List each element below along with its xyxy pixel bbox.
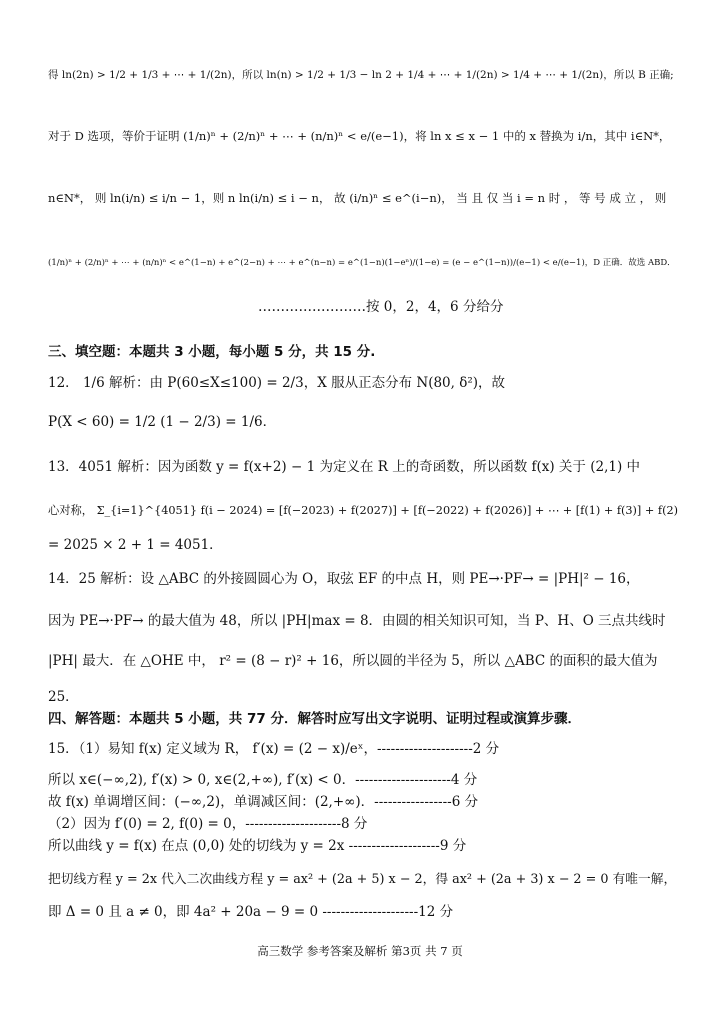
- q13-result: = 2025 × 2 + 1 = 4051．: [48, 537, 223, 553]
- page-footer: 高三数学 参考答案及解析 第3页 共 7 页: [257, 944, 463, 958]
- text-line-4: (1/n)ⁿ + (2/n)ⁿ + ⋯ + (n/n)ⁿ < e^(1−n) + e^(2−n) + ⋯ + e^(n−n) = e^(1−n)(1−eⁿ)/(1−e) = (e − e^(1−n))/(e−1) < e/(e−1)，D 正确．故选 ABD．: [48, 258, 676, 268]
- q12-answer: 12． 1/6 解析：由 P(60≤X≤100) = 2/3，X 服从正态分布 N(80, δ²)，故: [48, 375, 506, 391]
- q13-sum: 心对称， Σ_{i=1}^{4051} f(i − 2024) = [f(−2023) + f(2027)] + [f(−2022) + f(2026)] + ⋯ + [f(1) + f(3)] + f(2): [48, 504, 679, 517]
- q15-part1-line3: 故 f(x) 单调增区间：(−∞,2)，单调减区间：(2,+∞)．-----------------6 分: [48, 794, 479, 810]
- q14-line-2: 因为 PE→·PF→ 的最大值为 48，所以 |PH|max = 8．由圆的相关知识可知，当 P、H、O 三点共线时: [48, 613, 666, 629]
- q15-part1-line2: 所以 x∈(−∞,2), f′(x) > 0, x∈(2,+∞), f′(x) < 0．---------------------4 分: [48, 772, 478, 788]
- q14-line-3: |PH| 最大．在 △OHE 中， r² = (8 − r)² + 16，所以圆的半径为 5，所以 △ABC 的面积的最大值为: [48, 653, 658, 669]
- q12-result: P(X < 60) = 1/2 (1 − 2/3) = 1/6．: [48, 414, 277, 430]
- text-line-3: n∈N*， 则 ln(i/n) ≤ i/n − 1，则 n ln(i/n) ≤ i − n， 故 (i/n)ⁿ ≤ e^(i−n)， 当 且 仅 当 i = n 时 ， 等 号 成 立 ， 则: [48, 191, 667, 205]
- q15-part1-line1: 15．（1）易知 f(x) 定义域为 R， f′(x) = (2 − x)/eˣ，---------------------2 分: [48, 741, 500, 757]
- q15-part2-line4: 即 Δ = 0 且 a ≠ 0，即 4a² + 20a − 9 = 0 ---------------------12 分: [48, 904, 454, 920]
- q15-part2-line1: （2）因为 f′(0) = 2, f(0) = 0，---------------------8 分: [48, 816, 368, 832]
- text-line-1: 得 ln(2n) > 1/2 + 1/3 + ⋯ + 1/(2n)，所以 ln(n) > 1/2 + 1/3 − ln 2 + 1/4 + ⋯ + 1/(2n) > 1/4 + ⋯ + 1/(2n)，所以 B 正确;: [48, 69, 674, 81]
- q15-part2-line3: 把切线方程 y = 2x 代入二次曲线方程 y = ax² + (2a + 5) x − 2，得 ax² + (2a + 3) x − 2 = 0 有唯一解，: [48, 872, 677, 887]
- q14-line-4: 25．: [48, 689, 79, 705]
- q15-part2-line2: 所以曲线 y = f(x) 在点 (0,0) 处的切线为 y = 2x --------------------9 分: [48, 838, 467, 854]
- scoring-note: ……………………按 0，2，4，6 分给分: [258, 299, 504, 315]
- q14-answer: 14．25 解析：设 △ABC 的外接圆圆心为 O，取弦 EF 的中点 H，则 PE→·PF→ = |PH|² − 16，: [48, 571, 640, 587]
- section-heading-fill-in: 三、填空题：本题共 3 小题，每小题 5 分，共 15 分.: [48, 344, 376, 360]
- q13-answer: 13．4051 解析：因为函数 y = f(x+2) − 1 为定义在 R 上的奇函数，所以函数 f(x) 关于 (2,1) 中: [48, 459, 641, 475]
- text-line-2: 对于 D 选项，等价于证明 (1/n)ⁿ + (2/n)ⁿ + ⋯ + (n/n)ⁿ < e/(e−1)，将 ln x ≤ x − 1 中的 x 替换为 i/n，其中 i∈N*，: [48, 129, 671, 143]
- section-heading-answers: 四、解答题：本题共 5 小题，共 77 分．解答时应写出文字说明、证明过程或演算步骤．: [48, 711, 581, 727]
